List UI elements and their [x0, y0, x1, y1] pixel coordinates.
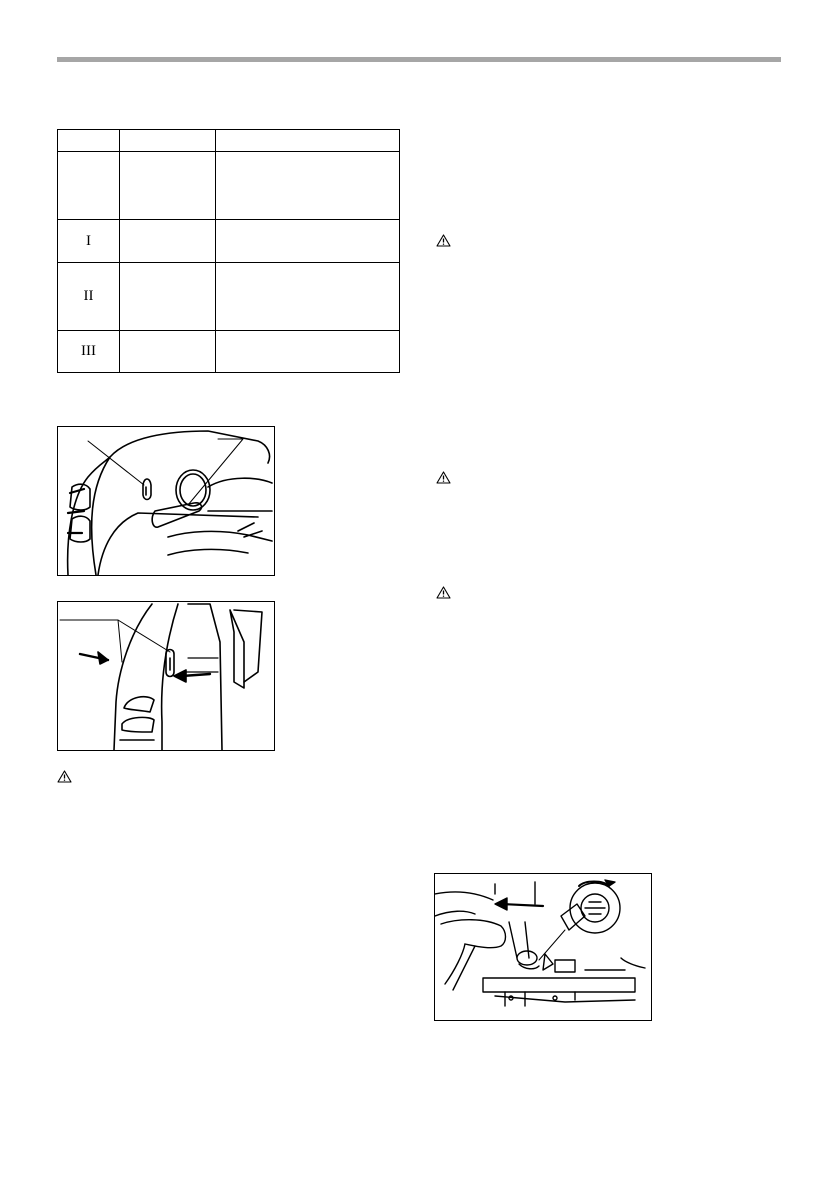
warning-triangle-icon — [436, 234, 451, 247]
mode-mark-cell: I — [58, 220, 120, 263]
blade-clamp-lever-figure — [434, 873, 652, 1021]
table-row — [58, 331, 400, 373]
header-rule — [57, 57, 781, 62]
table-cell — [120, 331, 216, 373]
mode-mark-cell — [58, 152, 120, 220]
warning-triangle-icon — [57, 770, 72, 783]
mode-mark-cell: II — [58, 263, 120, 331]
table-cell — [216, 152, 400, 220]
table-row — [58, 263, 400, 331]
table-cell — [216, 220, 400, 263]
table-row — [58, 220, 400, 263]
warning-triangle-icon — [436, 586, 451, 599]
table-header-cell — [120, 130, 216, 152]
table-header-cell — [216, 130, 400, 152]
table-cell — [120, 263, 216, 331]
table-cell — [120, 152, 216, 220]
cutting-action-lever-figure — [57, 426, 275, 576]
mode-mark-cell: III — [58, 331, 120, 373]
table-cell — [216, 263, 400, 331]
table-cell — [216, 331, 400, 373]
table-header-cell — [58, 130, 120, 152]
table-header-row — [58, 130, 400, 152]
switch-lock-off-buttons-figure — [57, 601, 275, 751]
table-cell — [120, 220, 216, 263]
cutting-action-table — [57, 129, 400, 373]
table-row — [58, 152, 400, 220]
warning-triangle-icon — [436, 471, 451, 484]
